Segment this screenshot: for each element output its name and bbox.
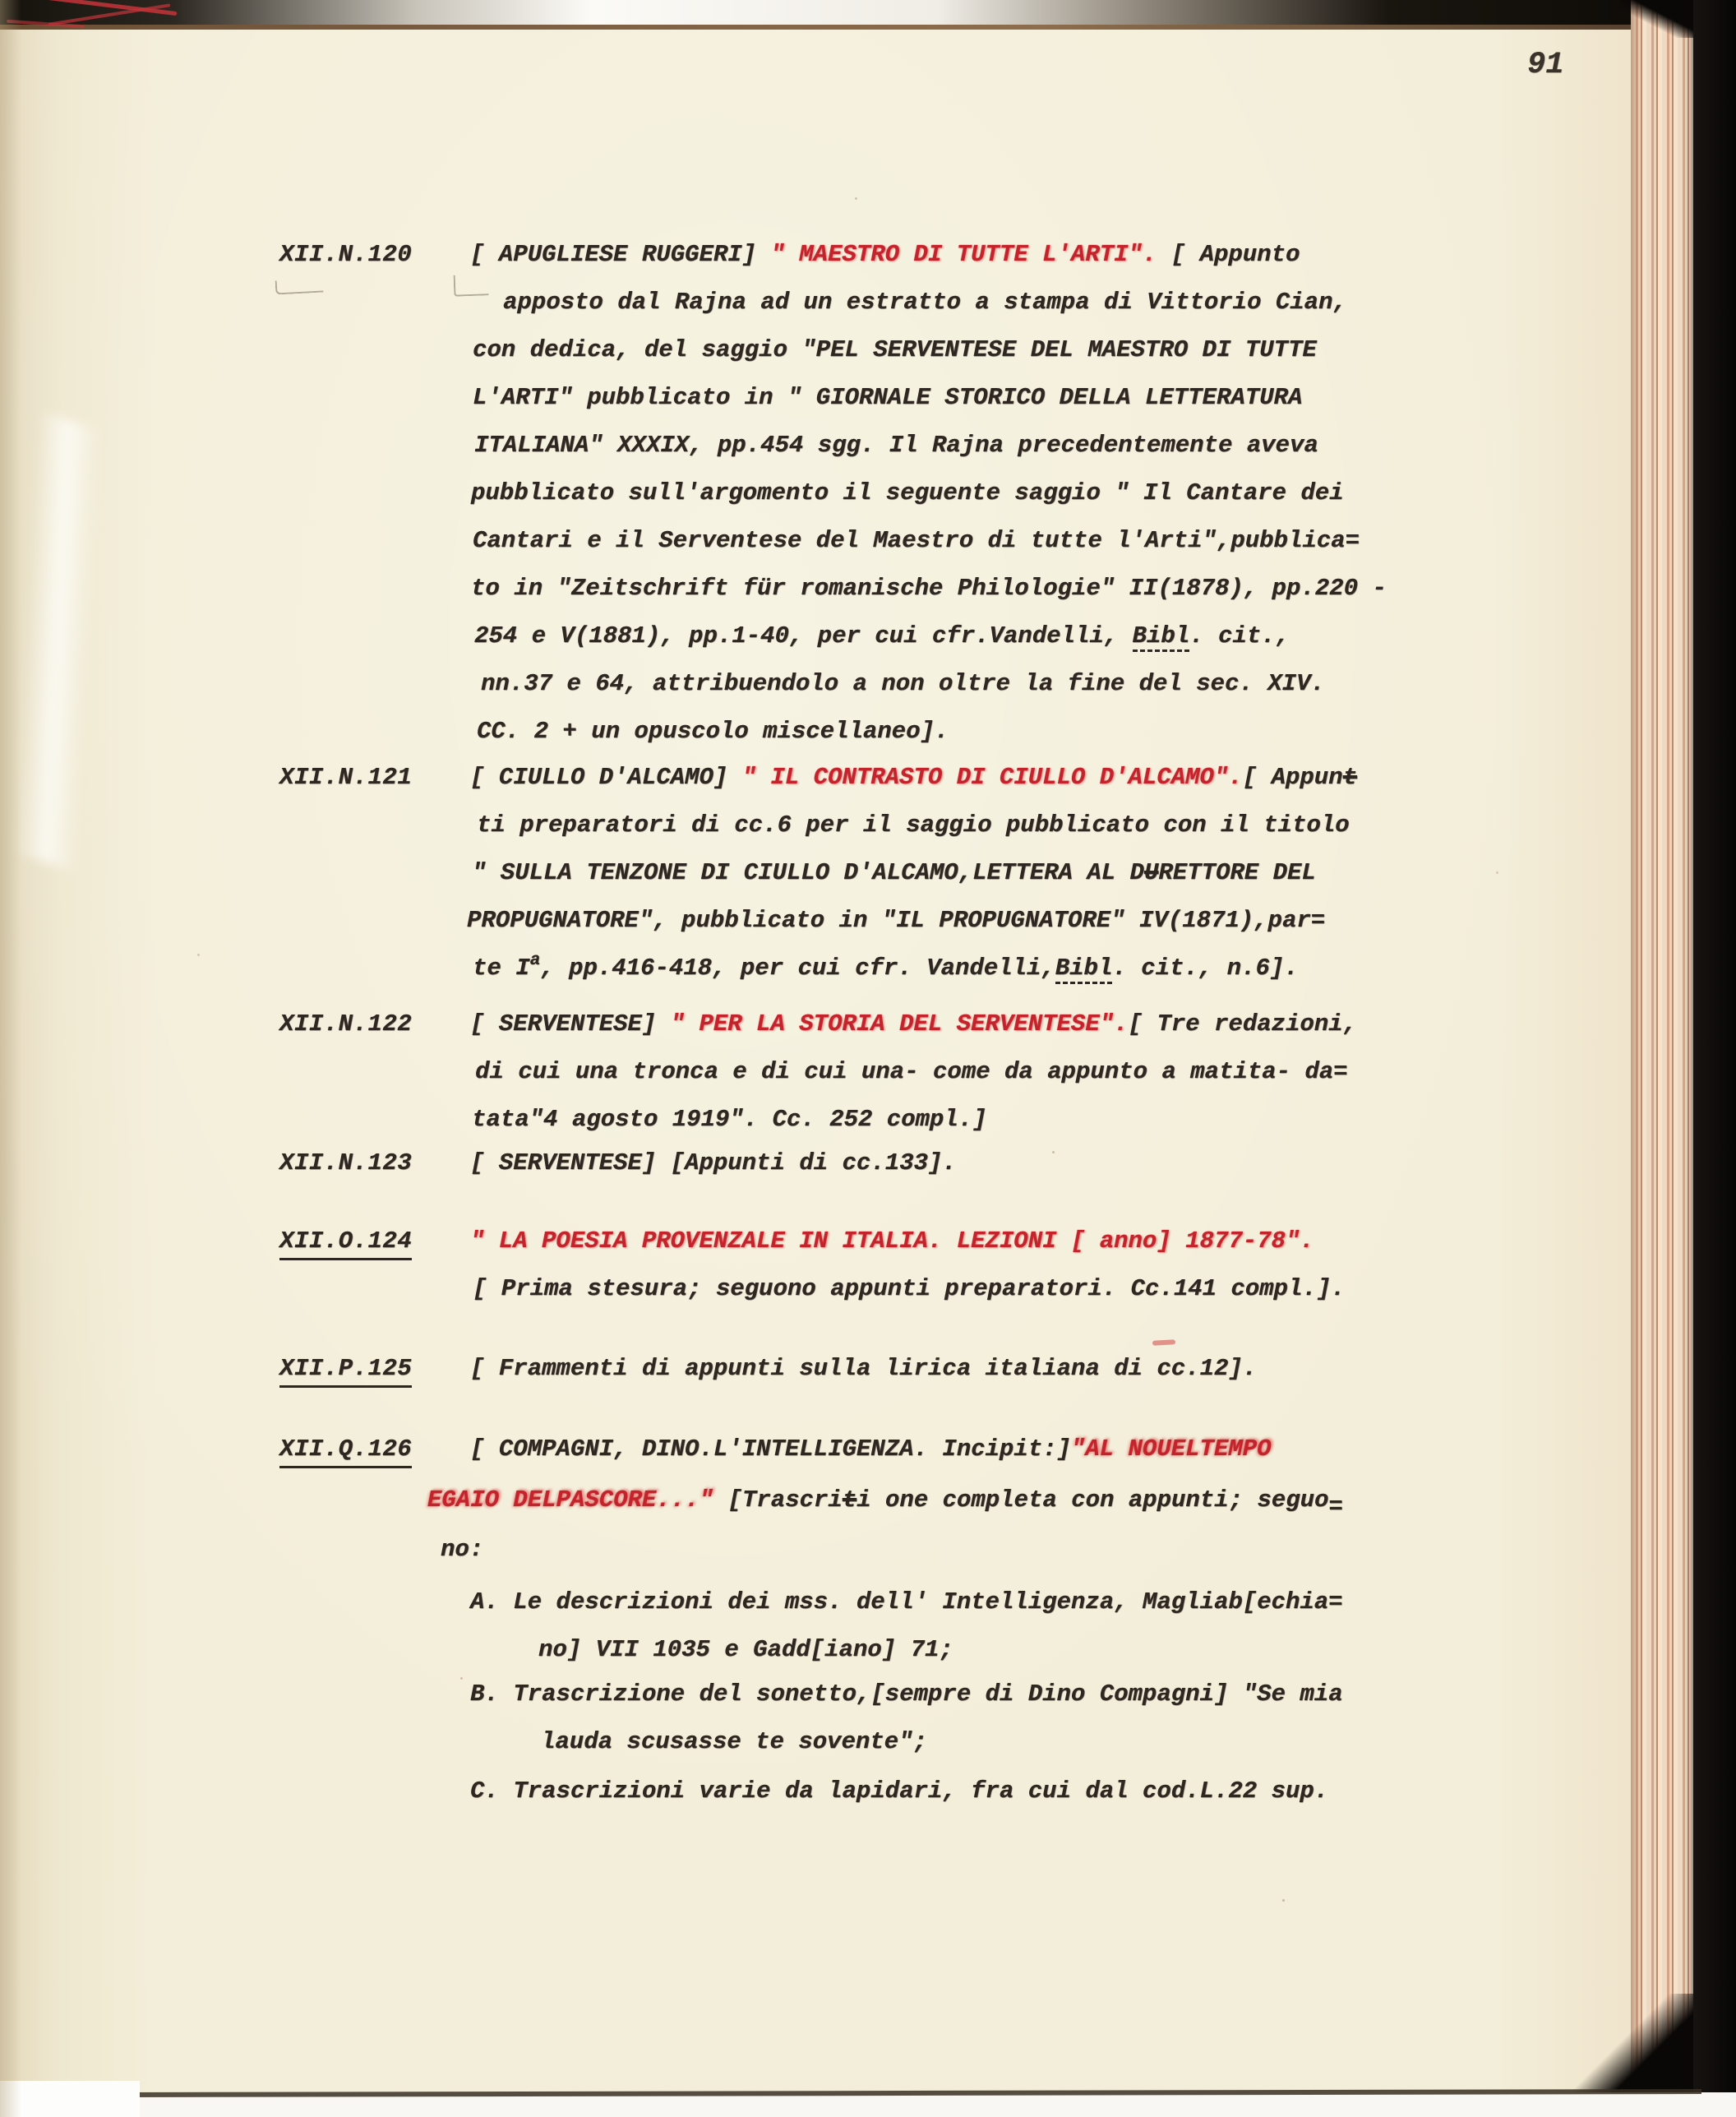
scan-edge-top [0, 0, 1736, 25]
entry-number: XII.N.121 [279, 764, 413, 791]
scan-corner-top-right [1619, 0, 1693, 38]
entry-number: XII.Q.126 [279, 1435, 412, 1468]
typewritten-text: [ Tre redazioni, [1128, 1010, 1357, 1038]
entry-line [472, 1106, 987, 1133]
entry-line [472, 859, 1316, 886]
typewritten-text: i one completa con appunti; seguo [856, 1486, 1329, 1514]
typewritten-text: [ Prima stesura; seguono appunti preparatori. Cc.141 compl.]. [473, 1275, 1346, 1302]
entry-line [481, 670, 1325, 697]
entry-line [477, 718, 949, 745]
typewritten-text: " SULLA TENZONE DI CIULLO D'ALCAMO,LETTERA AL D [472, 859, 1144, 886]
typewritten-text: [Trascri [713, 1486, 843, 1514]
typewritten-text: L'ARTI" pubblicato in " GIORNALE STORICO DELLA LETTERATURA [473, 384, 1303, 411]
typewritten-text: A. Le descrizioni dei mss. dell' Intelligenza, Magliab[echia= [470, 1588, 1343, 1615]
entry-line [441, 1536, 483, 1563]
red-title-text: " PER LA STORIA DEL SERVENTESE". [670, 1010, 1129, 1038]
typewritten-text: 254 e V(1881), pp.1-40, per cui cfr.Vandelli, [474, 622, 1133, 649]
red-title-text: EGAIO DELPASCORE..." [427, 1486, 714, 1514]
entry-line [474, 432, 1318, 459]
typewritten-text: di cui una tronca e di cui una- come da appunto a matita- da= [475, 1058, 1348, 1085]
typewritten-text: CC. 2 + un opuscolo miscellaneo]. [477, 718, 949, 745]
entry-line [470, 1680, 1343, 1708]
red-title-text: " IL CONTRASTO DI CIULLO D'ALCAMO". [741, 764, 1243, 791]
entry-line [427, 1486, 1343, 1520]
entry-number: XII.N.120 [279, 241, 413, 268]
typewritten-text: [ Appun [1242, 764, 1343, 791]
red-ink-speck [1152, 1339, 1175, 1345]
scan-edge-right [1693, 0, 1736, 2117]
typewritten-text: U [1143, 859, 1159, 886]
typewritten-text: pubblicato sull'argomento il seguente saggio " Il Cantare dei [471, 479, 1344, 506]
entry-line [470, 1777, 1328, 1805]
typewritten-text: [ COMPAGNI, DINO.L'INTELLIGENZA. Incipit:] [470, 1435, 1071, 1463]
page-number: 91 [1527, 48, 1564, 82]
typewritten-text: ti preparatori di cc.6 per il saggio pubblicato con il titolo [477, 811, 1350, 839]
typewritten-text: lauda scusasse te sovente"; [541, 1728, 927, 1755]
entry-line [470, 1355, 1257, 1382]
entry-line [471, 575, 1387, 602]
typewritten-text: t [1342, 764, 1357, 791]
entry-line [474, 622, 1290, 649]
typewritten-text: tata"4 agosto 1919". Cc. 252 compl.] [472, 1106, 987, 1133]
entry-line [473, 527, 1360, 554]
typewritten-text: , pp.416-418, per cui cfr. Vandelli, [540, 954, 1055, 982]
typewritten-text: = [1328, 1493, 1343, 1520]
typewritten-text: to in "Zeitschrift für romanische Philologie" II(1878), pp.220 - [471, 575, 1387, 602]
red-title-text: "AL NOUELTEMPO [1070, 1435, 1272, 1463]
entry-line [470, 1435, 1272, 1463]
typewritten-text: t [842, 1486, 857, 1514]
entry-line [473, 951, 1299, 982]
typewritten-text: . cit., [1189, 622, 1290, 649]
typewritten-text: te I [473, 954, 530, 982]
entry-line [473, 1275, 1346, 1302]
pencil-mark-under-bracket [454, 274, 489, 296]
typewritten-text: nn.37 e 64, attribuendolo a non oltre la fine del sec. XIV. [481, 670, 1325, 697]
entry-line [470, 1149, 957, 1176]
entry-line [470, 1010, 1357, 1038]
typewritten-text: a [529, 951, 541, 970]
paper-crease-glare [0, 405, 225, 878]
typewritten-text: Cantari e il Serventese del Maestro di tutte l'Arti",pubblica= [473, 527, 1360, 554]
entry-line [470, 1227, 1314, 1255]
entry-number: XII.O.124 [279, 1227, 412, 1260]
typewritten-text: [ Frammenti di appunti sulla lirica italiana di cc.12]. [470, 1355, 1258, 1382]
entry-number: XII.N.122 [279, 1010, 413, 1038]
typewritten-text: Bibl [1133, 622, 1190, 652]
typewritten-text: C. Trascrizioni varie da lapidari, fra cui dal cod.L.22 sup. [470, 1777, 1329, 1805]
entry-line [470, 764, 1357, 791]
entry-line [475, 1058, 1348, 1085]
red-title-text: " MAESTRO DI TUTTE L'ARTI". [770, 241, 1157, 268]
typewritten-text: [ SERVENTESE] [470, 1010, 671, 1038]
typewritten-text: con dedica, del saggio "PEL SERVENTESE DEL MAESTRO DI TUTTE [473, 336, 1317, 363]
typewritten-text: no] VII 1035 e Gadd[iano] 71; [538, 1636, 953, 1663]
entry-line [470, 241, 1300, 268]
typewritten-text: B. Trascrizione del sonetto,[sempre di Dino Compagni] "Se mia [470, 1680, 1343, 1708]
entry-line [470, 1588, 1343, 1615]
entry-line [473, 336, 1317, 363]
entry-line [538, 1636, 953, 1663]
typewritten-text: [ SERVENTESE] [Appunti di cc.133]. [470, 1149, 957, 1176]
entry-number: XII.P.125 [279, 1355, 412, 1388]
entry-line [541, 1728, 927, 1755]
typewritten-text: RETTORE DEL [1158, 859, 1316, 886]
pencil-mark-under-label [275, 278, 324, 294]
entry-number: XII.N.123 [279, 1149, 413, 1176]
entry-line [467, 907, 1325, 934]
typewritten-text: [ Appunto [1157, 241, 1300, 268]
typewritten-text: apposto dal Rajna ad un estratto a stampa di Vittorio Cian, [503, 289, 1347, 316]
typewritten-text: ITALIANA" XXXIX, pp.454 sgg. Il Rajna precedentemente aveva [474, 432, 1318, 459]
page-top-edge-line [0, 25, 1736, 30]
typewritten-text: [ CIULLO D'ALCAMO] [470, 764, 742, 791]
entry-line [471, 479, 1344, 506]
red-title-text: " LA POESIA PROVENZALE IN ITALIA. LEZIONI [ anno] 1877-78". [470, 1227, 1314, 1255]
entry-line [503, 289, 1347, 316]
typewritten-text: [ APUGLIESE RUGGERI] [470, 241, 771, 268]
typewritten-text: PROPUGNATORE", pubblicato in "IL PROPUGNATORE" IV(1871),par= [467, 907, 1326, 934]
typewritten-text: . cit., n.6]. [1112, 954, 1299, 982]
entry-line [473, 384, 1302, 411]
typewritten-text: no: [441, 1536, 484, 1563]
typewritten-text: Bibl [1055, 954, 1113, 984]
book-page-stack-edge [1631, 0, 1693, 2117]
binding-shadow-left [0, 0, 21, 2117]
entry-line [477, 811, 1350, 839]
